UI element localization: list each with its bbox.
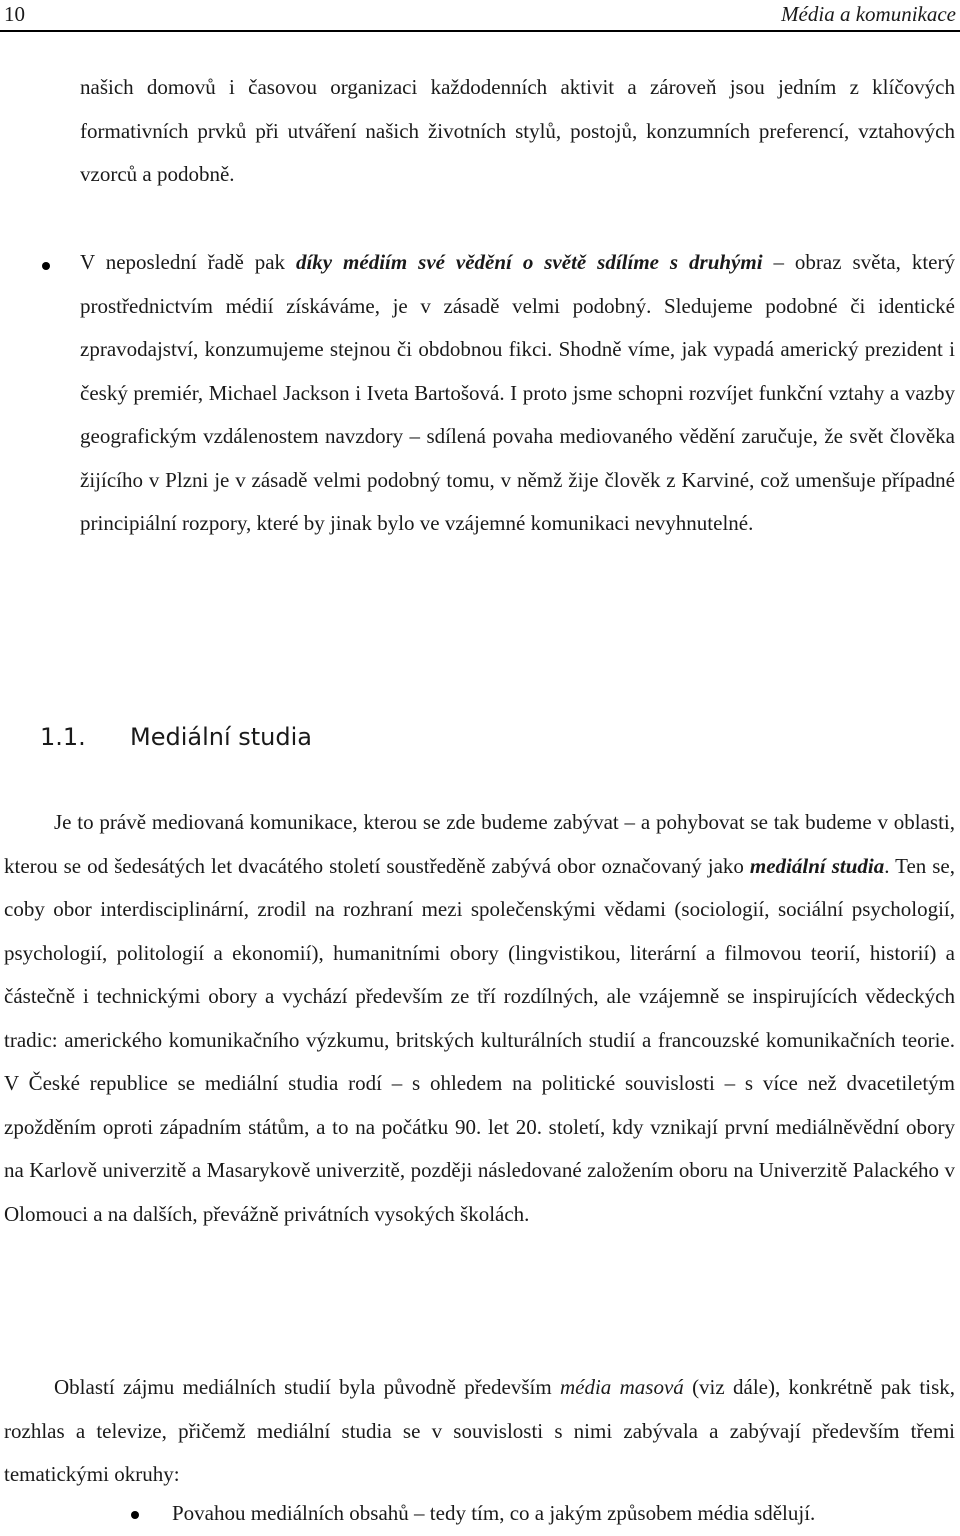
section-title: Mediální studia bbox=[130, 723, 312, 751]
bullet2-text: Povahou mediálních obsahů – tedy tím, co a jakým způsobem média sdělují. bbox=[172, 1501, 816, 1525]
bullet-emphasis: díky médiím své vědění o světě sdílíme s druhými bbox=[295, 250, 763, 274]
paragraph1-end: . Ten se, coby obor interdisciplinární, zrodil na rozhraní mezi společenskými vědami (sociologií, sociální psychologií, psychologií, politologií a ekonomií), humanitními obory (lingvistikou, literární a filmovou teorií, historií) a částečně i technickými obory a vychází především ze tří rozdílných, ale vzájemně se inspirujících vědeckých tradic: amerického komunikačního výzkumu, britských kulturálních studií a francouzské komunikačních teorie. V České republice se mediální studia rodí – s ohledem na politické souvislosti – s více než dvacetiletým zpožděním oproti západním státům, a to na počátku 90. let 20. století, kdy vznikají první mediálněvědní obory na Karlově univerzitě a Masarykově univerzitě, později následované založením oboru na Univerzitě Palackého v Olomouci a na dalších, převážně privátních vysokých školách. bbox=[4, 853, 955, 1226]
running-title: Média a komunikace bbox=[781, 2, 956, 26]
bullet2-icon bbox=[131, 1511, 139, 1519]
paragraph1-emphasis: mediální studia bbox=[749, 853, 885, 878]
bullet-paragraph bbox=[80, 241, 955, 546]
page-header bbox=[0, 0, 960, 32]
bullet-text-end: – obraz světa, který prostřednictvím médií získáváme, je v zásadě velmi podobný. Sledujeme podobné či identické zpravodajství, konzumujeme stejnou či obdobnou fikci. Shodně víme, jak vypadá americký prezident i český premiér, Michael Jackson i Iveta Bartošová. I proto jsme schopni rozvíjet funkční vztahy a vazby geografickým vzdálenostem navzdory – sdílená povaha mediovaného vědění zaručuje, že svět člověka žijícího v Plzni je v zásadě velmi podobný tomu, v němž žije člověk z Karviné, což umenšuje případné principiální rozpory, které by jinak bylo ve vzájemné komunikaci nevyhnutelné. bbox=[80, 250, 955, 535]
bullet-text-start: V neposlední řadě pak bbox=[80, 250, 296, 274]
paragraph2-end: (viz dále), konkrétně pak tisk, rozhlas a televize, přičemž mediální studia se v souvislosti s nimi zabývala a zabývají především třemi tematickými okruhy: bbox=[4, 1375, 955, 1486]
paragraph1-start: Je to právě mediovaná komunikace, kterou se zde budeme zabývat – a pohybovat se tak budeme v oblasti, kterou se od šedesátých let dvacátého století soustředěně zabývá obor označovaný jako bbox=[4, 810, 955, 878]
paragraph2-start: Oblastí zájmu mediálních studií byla původně především bbox=[54, 1375, 560, 1399]
bullet-icon bbox=[42, 262, 50, 270]
paragraph2-emphasis: média masová bbox=[559, 1375, 684, 1399]
paragraph-media-studies bbox=[4, 801, 955, 1236]
continuation-paragraph: našich domovů i časovou organizaci každodenních aktivit a zároveň jsou jedním z klíčových formativních prvků při utváření našich životních stylů, postojů, konzumních preferencí, vztahových vzorců a podobně. bbox=[80, 75, 955, 186]
section-heading bbox=[40, 723, 312, 751]
page-number: 10 bbox=[4, 2, 25, 26]
section-number: 1.1. bbox=[40, 723, 86, 751]
paragraph-areas-of-interest bbox=[4, 1366, 955, 1497]
